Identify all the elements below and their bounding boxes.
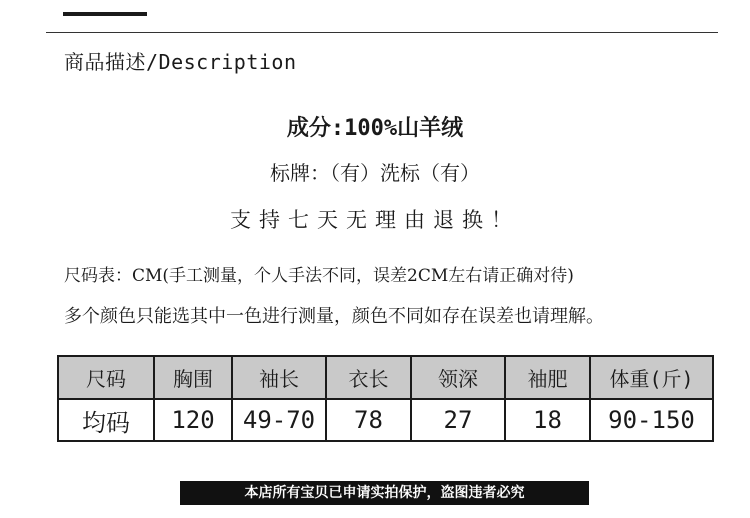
- size-table: [57, 355, 714, 442]
- top-accent-bar: [63, 12, 147, 16]
- table-cell: 49-70: [232, 399, 326, 441]
- table-header-cell: 领深: [411, 356, 505, 399]
- table-cell: 120: [154, 399, 232, 441]
- table-header-cell: 袖长: [232, 356, 326, 399]
- table-cell: 90-150: [590, 399, 713, 441]
- table-row: [58, 399, 713, 441]
- table-header-cell: 尺码: [58, 356, 154, 399]
- color-note-text: 多个颜色只能选其中一色进行测量，颜色不同如存在误差也请理解。: [64, 306, 604, 327]
- section-heading: 商品描述/Description: [64, 50, 297, 74]
- table-cell: 均码: [58, 399, 154, 441]
- label-info-text: 标牌：（有）洗标（有）: [270, 161, 480, 185]
- table-header-cell: 胸围: [154, 356, 232, 399]
- top-divider: [46, 32, 718, 33]
- table-header-cell: 体重(斤): [590, 356, 713, 399]
- table-cell: 78: [326, 399, 411, 441]
- table-header-cell: 袖肥: [505, 356, 590, 399]
- table-cell: 18: [505, 399, 590, 441]
- table-cell: 27: [411, 399, 505, 441]
- table-header-row: [58, 356, 713, 399]
- table-header-cell: 衣长: [326, 356, 411, 399]
- copyright-notice: 本店所有宝贝已申请实拍保护，盗图违者必究: [180, 481, 589, 505]
- return-policy-text: 支持七天无理由退换！: [230, 208, 520, 232]
- composition-text: 成分:100%山羊绒: [286, 116, 464, 141]
- size-note-text: 尺码表：CM(手工测量，个人手法不同，误差2CM左右请正确对待): [64, 266, 574, 286]
